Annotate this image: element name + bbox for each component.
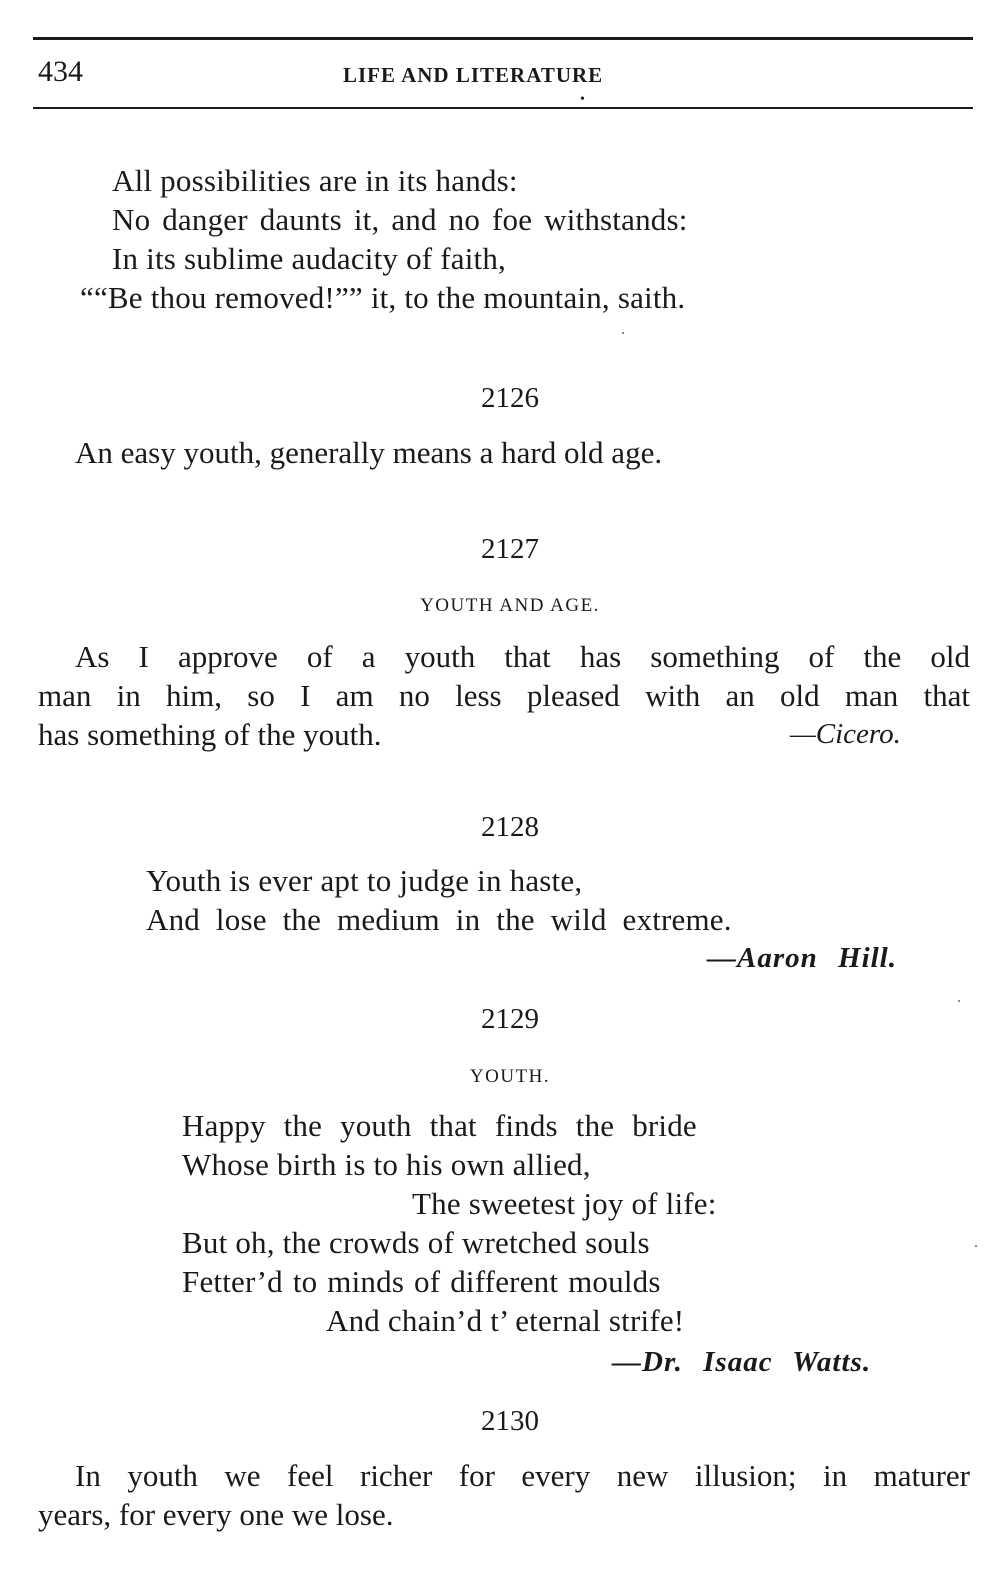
entry-2128-attribution: —Aaron Hill. — [707, 942, 897, 974]
header-rule — [33, 107, 973, 109]
entry-2127-heading: YOUTH AND AGE. — [420, 595, 600, 616]
entry-number-2127: 2127 — [481, 533, 539, 565]
verse-line: No danger daunts it, and no foe withstands: — [112, 202, 688, 237]
entry-number-2129: 2129 — [481, 1003, 539, 1035]
scan-speck — [975, 1245, 977, 1247]
verse-line: ““Be thou removed!”” it, to the mountain, saith. — [80, 280, 686, 315]
entry-2129-line: Whose birth is to his own allied, — [182, 1147, 591, 1182]
entry-number-2128: 2128 — [481, 811, 539, 843]
entry-2129-heading: YOUTH. — [469, 1066, 551, 1087]
entry-2129-line: Fetter’d to minds of different moulds — [182, 1264, 661, 1299]
top-rule — [33, 37, 973, 40]
entry-2129-line: Happy the youth that finds the bride — [182, 1108, 697, 1143]
entry-2127-line: As I approve of a youth that has something of the old — [75, 639, 970, 674]
header-mark: • — [580, 92, 585, 107]
verse-line: All possibilities are in its hands: — [112, 163, 518, 198]
entry-2130-line: In youth we feel richer for every new illusion; in maturer — [75, 1458, 970, 1493]
entry-2129-line: But oh, the crowds of wretched souls — [182, 1225, 650, 1260]
entry-2130-line: years, for every one we lose. — [38, 1497, 394, 1532]
entry-number-2130: 2130 — [481, 1405, 539, 1437]
entry-2127-line: has something of the youth. — [38, 717, 382, 752]
entry-2127-attribution: —Cicero. — [790, 718, 901, 750]
scan-speck — [622, 332, 624, 334]
entry-2128-line: Youth is ever apt to judge in haste, — [146, 863, 583, 898]
page-number: 434 — [38, 55, 83, 88]
running-title: LIFE AND LITERATURE — [343, 63, 604, 87]
verse-line: In its sublime audacity of faith, — [112, 241, 507, 276]
entry-2129-line: The sweetest joy of life: — [412, 1186, 717, 1221]
entry-2129-attribution: —Dr. Isaac Watts. — [612, 1346, 872, 1378]
entry-2129-line: And chain’d t’ eternal strife! — [326, 1303, 685, 1338]
entry-2126-text: An easy youth, generally means a hard old age. — [75, 435, 663, 470]
entry-number-2126: 2126 — [481, 382, 539, 414]
entry-2128-line: And lose the medium in the wild extreme. — [146, 902, 732, 937]
entry-2127-line: man in him, so I am no less pleased with an old man that — [38, 678, 970, 713]
scan-speck — [958, 1000, 960, 1002]
